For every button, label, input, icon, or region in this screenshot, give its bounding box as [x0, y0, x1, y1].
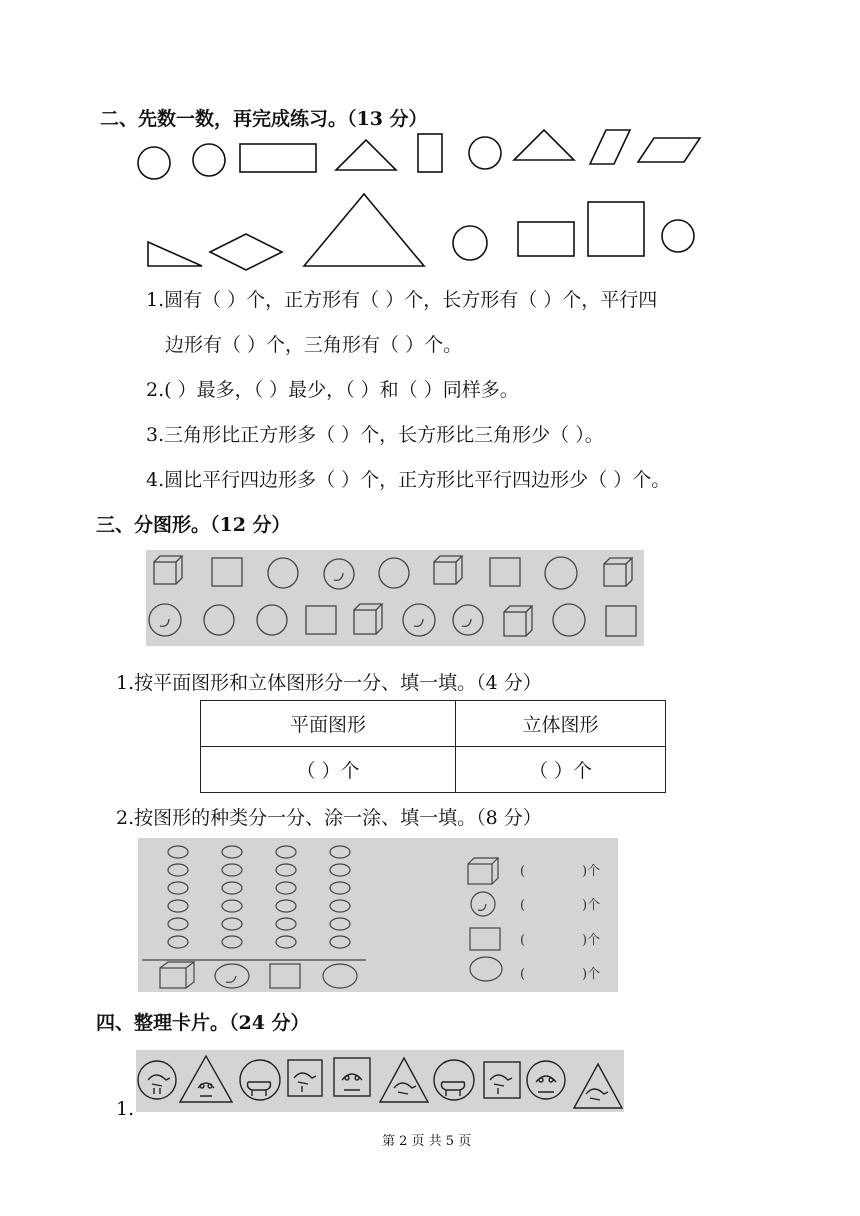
oval-column [168, 846, 188, 948]
circle-icon [379, 558, 409, 588]
rectangle-shape [240, 144, 316, 172]
question-1-line-1: 1.圆有（ ）个，正方形有（ ）个，长方形有（ ）个，平行四 [146, 289, 658, 311]
section-3-title: 三、分图形。（12 分） [96, 514, 291, 536]
sphere-icon [215, 964, 249, 988]
circle-shape [193, 144, 225, 176]
square-icon [306, 606, 336, 634]
sphere-icon [453, 605, 483, 635]
tally-close: )个 [582, 864, 601, 879]
table-header-solid: 立体图形 [456, 701, 666, 747]
ox-card-circle [240, 1060, 280, 1100]
tally-close: )个 [582, 898, 601, 913]
sphere-icon [324, 559, 354, 589]
question-2: 2.( ）最多，（ ）最少，（ ）和（ ）同样多。 [146, 379, 519, 401]
section-2-title: 二、先数一数，再完成练习。（13 分） [100, 108, 428, 130]
bird-card-triangle [574, 1064, 622, 1108]
tally-open: ( [520, 967, 526, 982]
section-4-title: 四、整理卡片。（24 分） [96, 1012, 310, 1034]
circle-icon [323, 964, 357, 988]
square-icon [212, 558, 242, 586]
circle-shape [138, 147, 170, 179]
sphere-icon [149, 604, 181, 636]
sphere-icon [403, 604, 435, 636]
question-1-line-2: 边形有（ ）个，三角形有（ ）个。 [165, 334, 463, 356]
oval-column [276, 846, 296, 948]
triangle-shape [514, 130, 574, 160]
frog-card-triangle [180, 1056, 232, 1102]
frog-card-square [334, 1058, 370, 1096]
square-icon [470, 928, 500, 950]
bar-graph-photo [138, 838, 618, 992]
cube-icon [354, 604, 382, 634]
square-icon [270, 964, 300, 988]
table-cell-plane-count[interactable]: （ ）个 [201, 747, 456, 793]
bird-card-circle [138, 1061, 176, 1099]
table-cell-solid-count[interactable]: （ ）个 [456, 747, 666, 793]
bird-card-triangle [380, 1058, 428, 1102]
square-shape [588, 202, 644, 256]
square-icon [490, 558, 520, 586]
page-footer: 第 2 页 共 5 页 [382, 1134, 472, 1149]
cube-icon [604, 558, 632, 586]
tally-close: )个 [582, 933, 601, 948]
square-icon [606, 606, 636, 636]
tally-close: )个 [582, 967, 601, 982]
frog-card-circle [527, 1061, 565, 1099]
tally-open: ( [520, 933, 526, 948]
bird-card-square [484, 1062, 520, 1098]
cube-icon [154, 556, 182, 584]
cube-icon [434, 556, 462, 584]
circle-icon [470, 957, 502, 981]
circle-icon [204, 605, 234, 635]
section-3-question-2: 2.按图形的种类分一分、涂一涂、填一填。（8 分） [116, 807, 542, 829]
triangle-shape [336, 140, 396, 170]
section-4-item-1-label: 1. [116, 1098, 135, 1120]
ox-card-circle [434, 1060, 474, 1100]
tally-open: ( [520, 898, 526, 913]
sphere-icon [471, 892, 495, 916]
cube-icon [160, 962, 194, 988]
question-4: 4.圆比平行四边形多（ ）个，正方形比平行四边形少（ ）个。 [146, 469, 671, 491]
triangle-shape [148, 242, 202, 266]
triangle-shape [304, 194, 424, 266]
bird-card-square [288, 1060, 322, 1096]
cube-icon [504, 606, 532, 636]
shape-sorting-photo [146, 550, 644, 646]
cards-photo [136, 1050, 624, 1112]
circle-icon [268, 558, 298, 588]
rectangle-shape [518, 222, 574, 256]
parallelogram-shape [590, 130, 630, 164]
section-3-question-1: 1.按平面图形和立体图形分一分、填一填。（4 分） [116, 672, 542, 694]
rhombus-shape [210, 234, 282, 270]
shapes-figure [130, 120, 730, 280]
parallelogram-shape [638, 138, 700, 162]
tally-open: ( [520, 864, 526, 879]
oval-column [330, 846, 350, 948]
circle-icon [257, 605, 287, 635]
rectangle-shape [418, 134, 442, 172]
classification-table [200, 700, 666, 793]
circle-shape [453, 226, 487, 260]
oval-column [222, 846, 242, 948]
table-header-plane: 平面图形 [201, 701, 456, 747]
cube-icon [468, 858, 498, 884]
circle-icon [545, 557, 577, 589]
circle-shape [662, 220, 694, 252]
circle-shape [469, 137, 501, 169]
circle-icon [553, 604, 585, 636]
question-3: 3.三角形比正方形多（ ）个，长方形比三角形少（ ）。 [146, 424, 604, 446]
